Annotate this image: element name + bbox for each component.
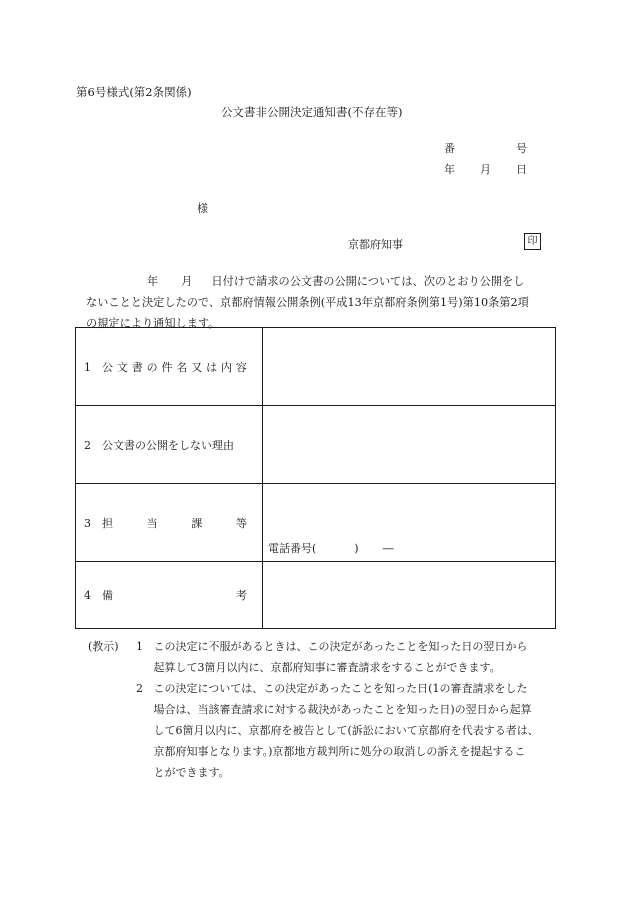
instructions: [88, 636, 539, 783]
note-number: 2: [136, 682, 143, 695]
number-label: 番: [444, 142, 455, 155]
subject-field[interactable]: [263, 328, 556, 406]
number-suffix: 号: [516, 142, 527, 155]
phone-label: 電話番号(: [268, 542, 317, 555]
seal-mark: 印: [524, 233, 541, 250]
table-row: [76, 484, 556, 562]
reason-label: 公文書の公開をしない理由: [102, 438, 234, 452]
body-paragraph: [86, 271, 558, 334]
row-label: [76, 562, 263, 629]
issuer-name: 京都府知事: [348, 238, 403, 251]
date-day-label: 日: [516, 163, 527, 176]
phone-close: ): [354, 542, 359, 555]
body-line-3: の規定により通知します。: [86, 317, 220, 330]
body-line-1-text: 日付けで請求の公文書の公開については、次のとおり公開をし: [211, 275, 525, 288]
instructions-tag: (教示): [88, 640, 119, 653]
note-text: 京都府知事となります。)京都地方裁判所に処分の取消しの訴えを提起するこ: [153, 745, 526, 758]
note-text: この決定については、この決定があったことを知った日(1の審査請求をした: [153, 682, 528, 695]
addressee-suffix: 様: [197, 202, 208, 215]
form-number: 第6号様式(第2条関係): [76, 85, 192, 99]
row-label: [76, 484, 263, 562]
note-text: この決定に不服があるときは、この決定があったことを知った日の翌日から: [153, 640, 528, 653]
department-label: 担 当 課 等: [102, 516, 247, 530]
note-text: 場合は、当該審査請求に対する裁決があったことを知った日)の翌日から起算: [153, 703, 532, 716]
phone-dash: ―: [382, 542, 394, 555]
row-number: 3: [84, 516, 91, 530]
body-line-1: [86, 271, 558, 292]
note-text: とができます。: [153, 766, 230, 779]
date-year-label: 年: [444, 163, 455, 176]
note-number: 1: [136, 640, 143, 653]
subject-label: 公 文 書 の 件 名 又 は 内 容: [102, 360, 247, 374]
table-row: [76, 328, 556, 406]
remarks-field[interactable]: [263, 562, 556, 629]
body-month: 月: [181, 275, 193, 288]
table-row: [76, 562, 556, 629]
department-field[interactable]: [263, 484, 556, 562]
note-text: して6箇月以内に、京都府を被告として(訴訟において京都府を代表する者は、: [153, 724, 539, 737]
reason-field[interactable]: [263, 406, 556, 484]
body-year: 年: [147, 275, 159, 288]
table-row: [76, 406, 556, 484]
document-title: 公文書非公開決定通知書(不存在等): [221, 105, 403, 119]
row-number: 4: [84, 589, 91, 602]
row-label: [76, 328, 263, 406]
date-month-label: 月: [480, 163, 491, 176]
note-text: 起算して3箇月以内に、京都府知事に審査請求をすることができます。: [153, 661, 501, 674]
info-table: [75, 327, 556, 629]
phone-number: [268, 540, 394, 556]
remarks-label: 備 考: [102, 589, 247, 602]
row-number: 2: [84, 438, 91, 452]
row-label: [76, 406, 263, 484]
row-number: 1: [84, 360, 91, 374]
body-line-2: ないことと決定したので、京都府情報公開条例(平成13年京都府条例第1号)第10条第2項: [86, 296, 529, 309]
